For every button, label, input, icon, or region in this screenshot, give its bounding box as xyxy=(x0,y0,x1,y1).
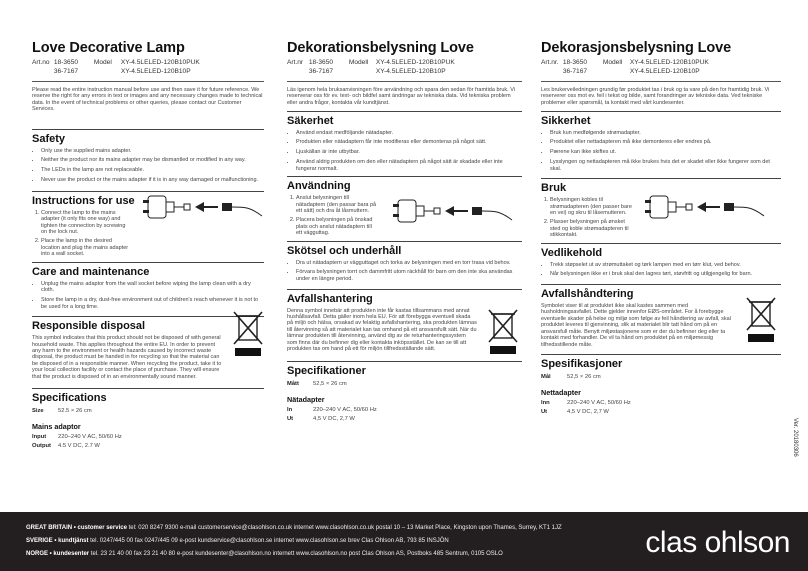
footer xyxy=(0,512,808,571)
list-item: 2. Place the lamp in the desired location and plug the mains adapter into a wall socket. xyxy=(41,238,131,258)
spec-value: 220–240 V AC, 50/60 Hz xyxy=(313,406,377,413)
footer-country: SVERIGE • kundtjänst xyxy=(26,538,89,544)
model-number: XY-4.5LELED-120B10P xyxy=(375,67,446,75)
page-title: Love Decorative Lamp xyxy=(32,40,185,56)
section-heading: Skötsel och underhåll xyxy=(287,244,402,257)
section-heading: Vedlikehold xyxy=(541,246,603,259)
list-item: • Only use the supplied mains adapter. xyxy=(41,148,264,155)
list-item: • Unplug the mains adaptor from the wall socket before wiping the lamp clean with a dry cloth. xyxy=(41,281,264,294)
list-item: • Produktet eller nettadapteren må ikke demonteres eller endres på. xyxy=(550,139,781,146)
art-number: 18-3650 xyxy=(308,59,334,66)
footer-contact: tel: 020 8247 9300 e-mail customerservice@clasohlson.co.uk internet www.clasohlson.co.uk postal 10 – 13 Market Place, Kingston upon Thames, Surrey, KT1 1JZ xyxy=(126,525,562,531)
page-title: Dekorasjonsbelysning Love xyxy=(541,40,732,56)
footer-contact: tel. 0247/445 00 fax 0247/445 09 e-post kundservice@clasohlson.se internet www.clasohlson.se brev Clas Ohlson AB, 793 85 INSJÖN xyxy=(88,538,449,544)
intro-text: Läs igenom hela bruksanvisningen före användning och spara den sedan för framtida bruk. Vi reserverar oss för ev. text- och bildfel samt ändringar av tekniska data. Vid tekniska problem eller andra frågor, kontakta vår kundtjänst. xyxy=(287,86,515,106)
page-title: Dekorationsbelysning Love xyxy=(287,40,474,56)
specifications-section xyxy=(541,354,781,417)
spec-key: Inn xyxy=(541,399,550,406)
art-number: 18-3650 xyxy=(562,59,588,66)
section-heading: Avfallshåndtering xyxy=(541,288,634,301)
disposal-section xyxy=(287,289,522,353)
list-item: 1. Connect the lamp to the mains adapter (it only fits one way) and tighten the connection by screwing on the lock nut. xyxy=(41,210,131,236)
model-number: XY-4.5LELED-120B10PUK xyxy=(375,59,455,66)
list-item: • Når belysningen ikke er i bruk skal den lagres tørt, støvfritt og utilgjengelig for barn. xyxy=(550,271,781,278)
list-item: 1. Belysningen kobles til strømadapteren (den passer bare en vei) og skru til låsemutteren. xyxy=(550,197,632,217)
list-item: • Använd endast medföljande nätadapter. xyxy=(296,130,522,137)
art-number: 36-7167 xyxy=(562,67,588,75)
intro-text: Please read the entire instruction manual before use and then save it for future reference. We reserve the right for any errors in text or images and any necessary changes made to technical data. In the event of technical problems or other queries, please contact our Customer Services. xyxy=(32,86,263,113)
section-heading: Sikkerhet xyxy=(541,114,591,127)
art-label: Art.no xyxy=(32,59,50,66)
adapter-diagram xyxy=(642,188,767,226)
section-heading: Bruk xyxy=(541,182,567,195)
disposal-text: This symbol indicates that this product should not be disposed of with general household waste. This applies throughout the entire EU. In order to prevent any harm to the environment or health hazards caused by incorrect waste disposal, the product must be handed in for recycling so that the material can be disposed of in a responsible manner. When recycling the product, take it to your local collection facility or contact the place of purchase. They will ensure that the product is disposed of in an environmentally sound manner. xyxy=(32,335,222,380)
model-number: XY-4.5LELED-120B10P xyxy=(629,67,700,75)
list-item: 1. Anslut belysningen till nätadaptern (den passar bara på ett sätt) och dra åt låsmuttern. xyxy=(296,195,378,215)
model-label: Modell xyxy=(348,59,369,66)
safety-section xyxy=(541,111,781,173)
spec-key: Ut xyxy=(287,415,294,422)
disposal-text: Symbolet viser til at produktet ikke skal kastes sammen med husholdningsavfallet. Dette gjelder innenfor EØS-området. For å forebygge eventuelle skader på helse og miljø som følge av feil håndtering av avfall, skal produktet leveres til gjenvinning, slik at materialet blir tatt hånd om på en ansvarsfull måte. Benytt miljøstasjonene som er der du befinner deg eller ta kontakt med forhandler. De vil ta hånd om produktet på en miljømessig tilfredsstillende måte. xyxy=(541,303,731,348)
specifications-section xyxy=(287,361,522,424)
spec-value: 4.5 V DC, 2.7 W xyxy=(58,443,100,450)
list-item: • Ljuskällan är inte utbytbar. xyxy=(296,149,522,156)
article-numbers xyxy=(287,59,522,77)
version-label: Ver. 20180306 xyxy=(792,418,798,457)
list-item: • Pærene kan ikke skiftes ut. xyxy=(550,149,781,156)
art-label: Art.nr. xyxy=(541,59,559,66)
art-label: Art.nr xyxy=(287,59,304,66)
specifications-section xyxy=(32,388,264,451)
footer-line-se xyxy=(26,538,449,544)
subheading: Nettadapter xyxy=(541,387,581,397)
model-label: Model xyxy=(93,59,112,66)
article-numbers xyxy=(32,59,264,77)
section-heading: Spesifikasjoner xyxy=(541,357,623,370)
list-item: • The LEDs in the lamp are not replaceable. xyxy=(41,167,264,174)
section-heading: Instructions for use xyxy=(32,194,135,207)
art-number: 18-3650 xyxy=(53,59,79,66)
section-heading: Care and maintenance xyxy=(32,265,150,278)
spec-value: 220–240 V AC, 50/60 Hz xyxy=(58,434,122,441)
section-heading: Responsible disposal xyxy=(32,320,146,333)
spec-value: 52,5 × 26 cm xyxy=(567,373,601,380)
subheading: Mains adaptor xyxy=(32,422,81,432)
model-number: XY-4.5LELED-120B10PUK xyxy=(120,59,200,66)
disposal-section xyxy=(541,284,781,348)
spec-value: 52,5 × 26 cm xyxy=(313,380,347,387)
spec-value: 4,5 V DC, 2,7 W xyxy=(567,408,609,415)
safety-section xyxy=(32,129,264,184)
list-item: 2. Plasser belysningen på ønsket sted og koble strømadapteren til stikkontakt. xyxy=(550,219,632,239)
model-number: XY-4.5LELED-120B10PUK xyxy=(629,59,709,66)
list-item: • Neither the product nor its mains adapter may be dismantled or modified in any way. xyxy=(41,157,264,164)
care-section xyxy=(541,243,781,278)
brand-logo: clas ohlson xyxy=(645,526,790,559)
model-number: XY-4.5LELED-120B10P xyxy=(120,67,191,75)
model-label: Modell xyxy=(602,59,623,66)
section-heading: Specifikationer xyxy=(287,364,366,377)
column-swedish xyxy=(287,40,522,424)
spec-key: Size xyxy=(32,408,44,415)
section-heading: Safety xyxy=(32,132,66,145)
section-heading: Användning xyxy=(287,180,351,193)
list-item: • Förvara belysningen torrt och dammfritt utom räckhåll för barn om den inte ska användas under en längre period. xyxy=(296,269,522,282)
adapter-diagram xyxy=(390,192,515,230)
footer-country: GREAT BRITAIN • customer service xyxy=(26,525,127,531)
spec-key: Mått xyxy=(287,380,299,387)
art-number: 36-7167 xyxy=(53,67,79,75)
column-norwegian xyxy=(541,40,781,417)
weee-bin-icon xyxy=(488,308,518,356)
care-section xyxy=(287,241,522,283)
disposal-section xyxy=(32,316,264,380)
spec-key: In xyxy=(287,406,293,413)
footer-contact: tel. 23 21 40 00 fax 23 21 40 80 e-post kundesenter@clasohlson.no internett www.clasohlson.no post Clas Ohlson AS, Postboks 485 Sentrum, 0105 OSLO xyxy=(89,551,503,557)
intro-text: Les brukerveiledningen grundig før produktet tas i bruk og ta vare på den for framtidig bruk. Vi reserverer oss mot ev. feil i tekst og bilde, samt forandringer av tekniske data. Ved tekniske problemer eller spørsmål, ta kontakt med vårt kundesenter. xyxy=(541,86,770,106)
list-item: • Använd aldrig produkten om den eller nätadaptern på något sätt är skadade eller inte fungerar normalt. xyxy=(296,159,522,172)
list-item: • Dra ut nätadaptern ur vägguttaget och torka av belysningen med en torr trasa vid behov. xyxy=(296,260,522,267)
column-english xyxy=(32,40,264,451)
adapter-diagram xyxy=(140,188,265,226)
spec-value: 52.5 × 26 cm xyxy=(58,408,92,415)
article-numbers xyxy=(541,59,781,77)
section-heading: Specifications xyxy=(32,392,107,405)
footer-line-gb xyxy=(26,525,562,531)
list-item: • Bruk kun medfølgende strømadapter. xyxy=(550,130,781,137)
weee-bin-icon xyxy=(746,296,776,344)
footer-country: NORGE • kundesenter xyxy=(26,551,90,557)
spec-key: Ut xyxy=(541,408,548,415)
spec-value: 4,5 V DC, 2,7 W xyxy=(313,415,355,422)
safety-section xyxy=(287,111,522,173)
spec-key: Input xyxy=(32,434,47,441)
spec-key: Output xyxy=(32,443,51,450)
list-item: • Never use the product or the mains adapter if it is in any way damaged or malfunctioning. xyxy=(41,177,264,184)
weee-bin-icon xyxy=(233,310,263,358)
list-item: • Produkten eller nätadaptern får inte modifieras eller demonteras på något sätt. xyxy=(296,139,522,146)
disposal-text: Denna symbol innebär att produkten inte får kastas tillsammans med annat hushållsavfall. Detta gäller inom hela EU. För att förebygga eventuell skada på miljö och hälsa, orsakad av felaktig avfallshantering, ska produkten lämnas till återvinning så att materialet kan tas omhand på ett ansvarsfullt sätt. När du lämnar produkten till återvinning, använd dig av de returhanteringssystem som finns där du befinner dig eller kontakta inköpsstället. De kan se till att produkten tas om hand på ett för miljön tillfredsställande sätt. xyxy=(287,307,477,353)
care-section xyxy=(32,262,264,311)
footer-line-no xyxy=(26,551,503,557)
list-item: 2. Placera belysningen på önskad plats och anslut nätadaptern till ett vägguttag. xyxy=(296,217,378,237)
spec-key: Mål xyxy=(541,373,551,380)
section-heading: Säkerhet xyxy=(287,114,334,127)
art-number: 36-7167 xyxy=(308,67,334,75)
subheading: Nätadapter xyxy=(287,394,325,404)
list-item: • Store the lamp in a dry, dust-free environment out of children's reach whenever it is not to be used for a long time. xyxy=(41,297,264,310)
spec-value: 220–240 V AC, 50/60 Hz xyxy=(567,399,631,406)
list-item: • Lysslyngen og nettadapteren må ikke brukes hvis det er skadet eller ikke fungerer som det skal. xyxy=(550,159,781,172)
section-heading: Avfallshantering xyxy=(287,292,373,305)
list-item: • Trekk støpselet ut av strømuttaket og tørk lampen med en tørr klut, ved behov. xyxy=(550,262,781,269)
